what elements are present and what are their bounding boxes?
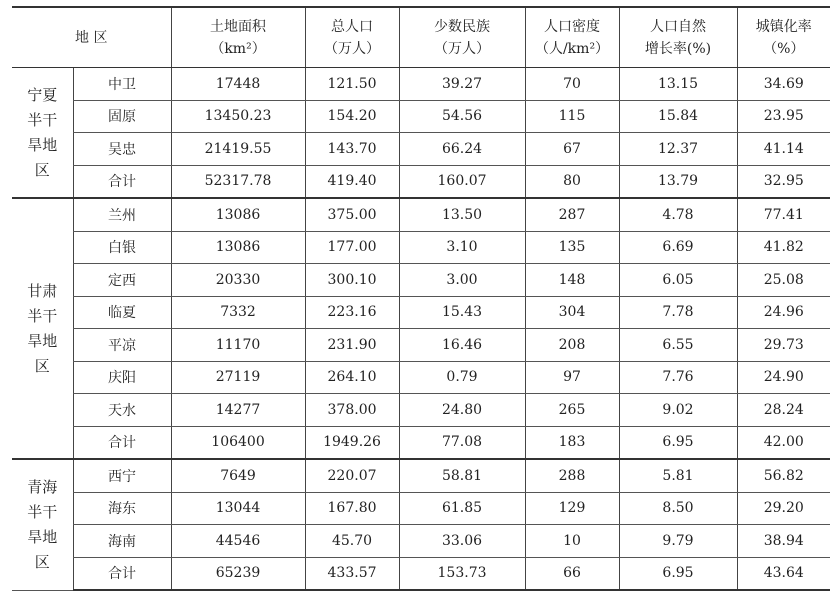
city-name-cell: 固原 [73, 100, 171, 133]
table-body [12, 68, 830, 591]
region-name-line: 半干 [27, 306, 58, 325]
value-cell: 7.78 [619, 296, 737, 329]
value-cell: 11170 [171, 329, 305, 362]
region-name-line: 半干 [27, 502, 58, 521]
value-cell: 77.08 [399, 426, 525, 459]
value-cell: 52317.78 [171, 165, 305, 198]
value-cell: 67 [525, 133, 619, 166]
city-name-cell: 海南 [73, 525, 171, 558]
value-cell: 10 [525, 525, 619, 558]
region-name-cell [12, 68, 73, 199]
value-cell: 143.70 [305, 133, 399, 166]
table-row [12, 492, 830, 525]
value-cell: 97 [525, 361, 619, 394]
statistics-table [12, 6, 830, 591]
value-cell: 1949.26 [305, 426, 399, 459]
value-cell: 6.55 [619, 329, 737, 362]
value-cell: 43.64 [737, 557, 830, 590]
city-name-cell: 白银 [73, 231, 171, 264]
value-cell: 153.73 [399, 557, 525, 590]
table-row [12, 329, 830, 362]
table-row [12, 296, 830, 329]
value-cell: 15.43 [399, 296, 525, 329]
value-cell: 9.79 [619, 525, 737, 558]
value-cell: 264.10 [305, 361, 399, 394]
value-cell: 29.73 [737, 329, 830, 362]
value-cell: 115 [525, 100, 619, 133]
value-cell: 24.80 [399, 394, 525, 427]
value-cell: 61.85 [399, 492, 525, 525]
value-cell: 12.37 [619, 133, 737, 166]
region-name-line: 旱地 [27, 135, 58, 154]
value-cell: 45.70 [305, 525, 399, 558]
value-cell: 3.10 [399, 231, 525, 264]
city-name-cell: 中卫 [73, 68, 171, 101]
value-cell: 223.16 [305, 296, 399, 329]
value-cell: 375.00 [305, 198, 399, 231]
table-row [12, 198, 830, 231]
value-cell: 378.00 [305, 394, 399, 427]
value-cell: 29.20 [737, 492, 830, 525]
region-name-line: 区 [34, 356, 50, 375]
value-cell: 42.00 [737, 426, 830, 459]
header-land-area: 土地面积 （km²） [171, 7, 305, 68]
value-cell: 304 [525, 296, 619, 329]
value-cell: 9.02 [619, 394, 737, 427]
value-cell: 21419.55 [171, 133, 305, 166]
value-cell: 167.80 [305, 492, 399, 525]
value-cell: 6.69 [619, 231, 737, 264]
value-cell: 220.07 [305, 459, 399, 492]
table-row [12, 525, 830, 558]
value-cell: 177.00 [305, 231, 399, 264]
value-cell: 20330 [171, 264, 305, 297]
table-row [12, 264, 830, 297]
value-cell: 135 [525, 231, 619, 264]
value-cell: 3.00 [399, 264, 525, 297]
value-cell: 6.05 [619, 264, 737, 297]
value-cell: 129 [525, 492, 619, 525]
city-name-cell: 兰州 [73, 198, 171, 231]
city-name-cell: 海东 [73, 492, 171, 525]
value-cell: 433.57 [305, 557, 399, 590]
value-cell: 7.76 [619, 361, 737, 394]
value-cell: 106400 [171, 426, 305, 459]
city-name-cell: 平凉 [73, 329, 171, 362]
region-name-line: 甘肃 [27, 281, 58, 300]
value-cell: 7649 [171, 459, 305, 492]
region-name-line: 旱地 [27, 527, 58, 546]
value-cell: 77.41 [737, 198, 830, 231]
value-cell: 25.08 [737, 264, 830, 297]
value-cell: 419.40 [305, 165, 399, 198]
city-name-cell: 庆阳 [73, 361, 171, 394]
header-natural-growth-rate: 人口自然 增长率(%) [619, 7, 737, 68]
header-ethnic-minorities: 少数民族 （万人） [399, 7, 525, 68]
value-cell: 13086 [171, 231, 305, 264]
region-name-line: 青海 [27, 477, 58, 496]
value-cell: 70 [525, 68, 619, 101]
value-cell: 28.24 [737, 394, 830, 427]
value-cell: 13086 [171, 198, 305, 231]
header-population-density: 人口密度 （人/km²） [525, 7, 619, 68]
city-name-cell: 天水 [73, 394, 171, 427]
table-row [12, 231, 830, 264]
value-cell: 287 [525, 198, 619, 231]
header-region: 地 区 [12, 7, 171, 68]
value-cell: 56.82 [737, 459, 830, 492]
value-cell: 34.69 [737, 68, 830, 101]
value-cell: 14277 [171, 394, 305, 427]
value-cell: 154.20 [305, 100, 399, 133]
value-cell: 8.50 [619, 492, 737, 525]
region-name-line: 区 [34, 552, 50, 571]
value-cell: 13.79 [619, 165, 737, 198]
value-cell: 24.90 [737, 361, 830, 394]
value-cell: 58.81 [399, 459, 525, 492]
value-cell: 16.46 [399, 329, 525, 362]
value-cell: 6.95 [619, 426, 737, 459]
value-cell: 32.95 [737, 165, 830, 198]
value-cell: 13044 [171, 492, 305, 525]
value-cell: 13.15 [619, 68, 737, 101]
table-row [12, 165, 830, 198]
table-row [12, 133, 830, 166]
city-name-cell: 定西 [73, 264, 171, 297]
region-name-line: 旱地 [27, 331, 58, 350]
value-cell: 27119 [171, 361, 305, 394]
table-header [12, 7, 830, 68]
value-cell: 13450.23 [171, 100, 305, 133]
value-cell: 17448 [171, 68, 305, 101]
value-cell: 6.95 [619, 557, 737, 590]
table-row [12, 426, 830, 459]
value-cell: 80 [525, 165, 619, 198]
value-cell: 121.50 [305, 68, 399, 101]
value-cell: 23.95 [737, 100, 830, 133]
value-cell: 44546 [171, 525, 305, 558]
value-cell: 4.78 [619, 198, 737, 231]
table-row [12, 557, 830, 590]
value-cell: 66.24 [399, 133, 525, 166]
value-cell: 148 [525, 264, 619, 297]
header-urbanization-rate: 城镇化率 （%） [737, 7, 830, 68]
value-cell: 5.81 [619, 459, 737, 492]
value-cell: 300.10 [305, 264, 399, 297]
value-cell: 66 [525, 557, 619, 590]
value-cell: 160.07 [399, 165, 525, 198]
region-name-line: 半干 [27, 110, 58, 129]
header-total-population: 总人口 （万人） [305, 7, 399, 68]
city-name-cell: 吴忠 [73, 133, 171, 166]
value-cell: 41.82 [737, 231, 830, 264]
value-cell: 208 [525, 329, 619, 362]
value-cell: 65239 [171, 557, 305, 590]
table-row [12, 68, 830, 101]
table-row [12, 100, 830, 133]
region-name-line: 宁夏 [27, 85, 58, 104]
table-row [12, 394, 830, 427]
region-name-line: 区 [34, 160, 50, 179]
value-cell: 183 [525, 426, 619, 459]
city-name-cell: 临夏 [73, 296, 171, 329]
value-cell: 13.50 [399, 198, 525, 231]
value-cell: 265 [525, 394, 619, 427]
value-cell: 41.14 [737, 133, 830, 166]
table-row [12, 459, 830, 492]
city-name-cell: 合计 [73, 557, 171, 590]
region-name-cell [12, 198, 73, 459]
city-name-cell: 合计 [73, 165, 171, 198]
value-cell: 24.96 [737, 296, 830, 329]
value-cell: 231.90 [305, 329, 399, 362]
region-name-cell [12, 459, 73, 590]
value-cell: 33.06 [399, 525, 525, 558]
table-row [12, 361, 830, 394]
value-cell: 54.56 [399, 100, 525, 133]
value-cell: 39.27 [399, 68, 525, 101]
value-cell: 7332 [171, 296, 305, 329]
value-cell: 0.79 [399, 361, 525, 394]
value-cell: 288 [525, 459, 619, 492]
value-cell: 15.84 [619, 100, 737, 133]
city-name-cell: 西宁 [73, 459, 171, 492]
city-name-cell: 合计 [73, 426, 171, 459]
value-cell: 38.94 [737, 525, 830, 558]
